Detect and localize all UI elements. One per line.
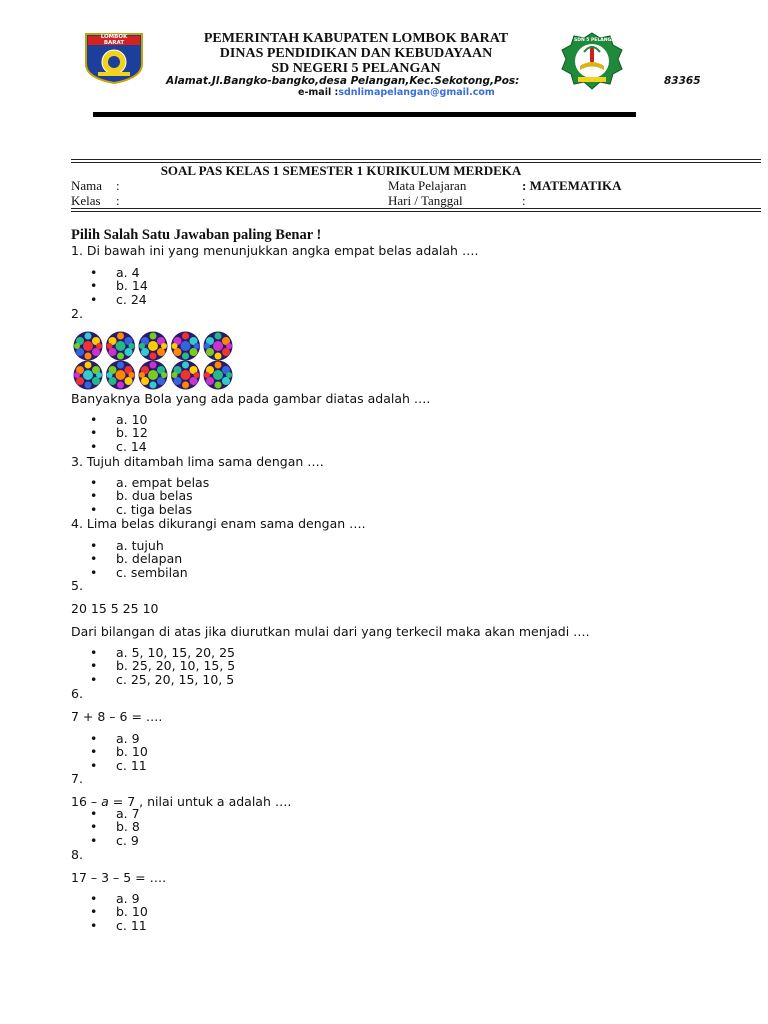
option[interactable]: • a. 7 xyxy=(90,806,140,821)
option[interactable]: • a. 4 xyxy=(90,265,140,280)
school-logo-text: SDN 5 PELANGAN xyxy=(574,38,619,43)
ball-icon xyxy=(204,332,233,361)
question-4-options xyxy=(90,539,188,579)
postal-code: 83365 xyxy=(664,75,701,87)
option[interactable]: • b. 10 xyxy=(90,744,148,760)
option[interactable]: • a. 5, 10, 15, 20, 25 xyxy=(90,645,235,660)
question-5-numbers: 20 15 5 25 10 xyxy=(71,601,159,616)
question-8-number: 8. xyxy=(71,847,83,862)
ball-icon xyxy=(74,361,103,390)
balls-image xyxy=(72,331,237,391)
option[interactable]: • b. 8 xyxy=(90,819,140,835)
question-1-options xyxy=(90,266,148,306)
question-5-options xyxy=(90,646,235,686)
email-line xyxy=(298,87,495,98)
ball-icon xyxy=(106,332,135,361)
option[interactable]: • b. 14 xyxy=(90,278,148,294)
option[interactable]: • b. 12 xyxy=(90,425,148,441)
school-logo xyxy=(560,32,624,90)
question-6: 7 + 8 – 6 = …. xyxy=(71,709,163,724)
email-link[interactable]: sdnlimapelangan@gmail.com xyxy=(338,87,495,98)
question-6-options xyxy=(90,732,148,772)
address-text: Alamat.Jl.Bangko-bangko,desa Pelangan,Kec.Sekotong,Pos: xyxy=(166,75,520,87)
question-2-number: 2. xyxy=(71,306,83,321)
question-8: 17 – 3 – 5 = …. xyxy=(71,870,167,885)
option[interactable]: • a. 9 xyxy=(90,891,140,906)
option[interactable]: • c. 9 xyxy=(90,832,139,848)
option[interactable]: • b. 10 xyxy=(90,904,148,920)
district-logo xyxy=(84,32,144,84)
option[interactable]: • b. delapan xyxy=(90,551,183,567)
question-1: 1. Di bawah ini yang menunjukkan angka empat belas adalah …. xyxy=(71,243,479,258)
email-label: e-mail : xyxy=(298,87,339,98)
question-4: 4. Lima belas dikurangi enam sama dengan …. xyxy=(71,516,366,531)
option[interactable]: • a. empat belas xyxy=(90,475,210,490)
ball-icon xyxy=(106,361,135,390)
ball-icon xyxy=(204,361,233,390)
header-line-1: PEMERINTAH KABUPATEN LOMBOK BARAT xyxy=(203,31,509,46)
kelas-label: Kelas xyxy=(71,193,101,208)
nama-label: Nama xyxy=(71,178,103,193)
option[interactable]: • c. 25, 20, 15, 10, 5 xyxy=(90,671,235,687)
option[interactable]: • b. dua belas xyxy=(90,488,193,504)
question-3-options xyxy=(90,476,209,516)
question-5-number: 5. xyxy=(71,578,83,593)
kelas-colon: : xyxy=(116,193,120,208)
header-divider xyxy=(93,112,636,117)
exam-title: SOAL PAS KELAS 1 SEMESTER 1 KURIKULUM MERDEKA xyxy=(160,163,522,178)
district-logo-text: LOMBOK BARAT xyxy=(100,34,128,46)
ball-icon xyxy=(171,361,200,390)
hari-value: : xyxy=(522,193,526,208)
option[interactable]: • c. 11 xyxy=(90,757,147,773)
question-7: 16 – a = 7 , nilai untuk a adalah …. xyxy=(71,794,292,809)
option[interactable]: • a. 10 xyxy=(90,412,148,427)
option[interactable]: • c. 14 xyxy=(90,438,147,454)
question-3: 3. Tujuh ditambah lima sama dengan …. xyxy=(71,454,324,469)
question-7-options xyxy=(90,807,140,847)
mapel-value: : MATEMATIKA xyxy=(522,178,622,193)
ball-icon xyxy=(171,332,200,361)
mapel-label: Mata Pelajaran xyxy=(388,178,467,193)
option[interactable]: • c. tiga belas xyxy=(90,501,193,517)
option[interactable]: • c. sembilan xyxy=(90,564,188,580)
question-6-number: 6. xyxy=(71,686,83,701)
rule-bottom-2 xyxy=(71,211,761,212)
question-8-options xyxy=(90,892,148,932)
option[interactable]: • c. 11 xyxy=(90,917,147,933)
question-2-options xyxy=(90,413,148,453)
option[interactable]: • a. tujuh xyxy=(90,538,164,553)
option[interactable]: • c. 24 xyxy=(90,291,147,307)
rule-top-1 xyxy=(71,159,761,160)
ball-icon xyxy=(139,361,168,390)
option[interactable]: • a. 9 xyxy=(90,731,140,746)
ball-icon xyxy=(74,332,103,361)
question-2: Banyaknya Bola yang ada pada gambar diatas adalah …. xyxy=(71,391,431,406)
question-5: Dari bilangan di atas jika diurutkan mulai dari yang terkecil maka akan menjadi …. xyxy=(71,624,590,639)
ball-icon xyxy=(139,332,168,361)
hari-label: Hari / Tanggal xyxy=(388,193,463,208)
header-line-2: DINAS PENDIDIKAN DAN KEBUDAYAAN xyxy=(219,46,493,61)
header-line-3: SD NEGERI 5 PELANGAN xyxy=(271,61,441,76)
rule-bottom-1 xyxy=(71,208,761,209)
instruction: Pilih Salah Satu Jawaban paling Benar ! xyxy=(71,227,322,243)
question-7-number: 7. xyxy=(71,771,83,786)
option[interactable]: • b. 25, 20, 10, 15, 5 xyxy=(90,658,236,674)
nama-colon: : xyxy=(116,178,120,193)
